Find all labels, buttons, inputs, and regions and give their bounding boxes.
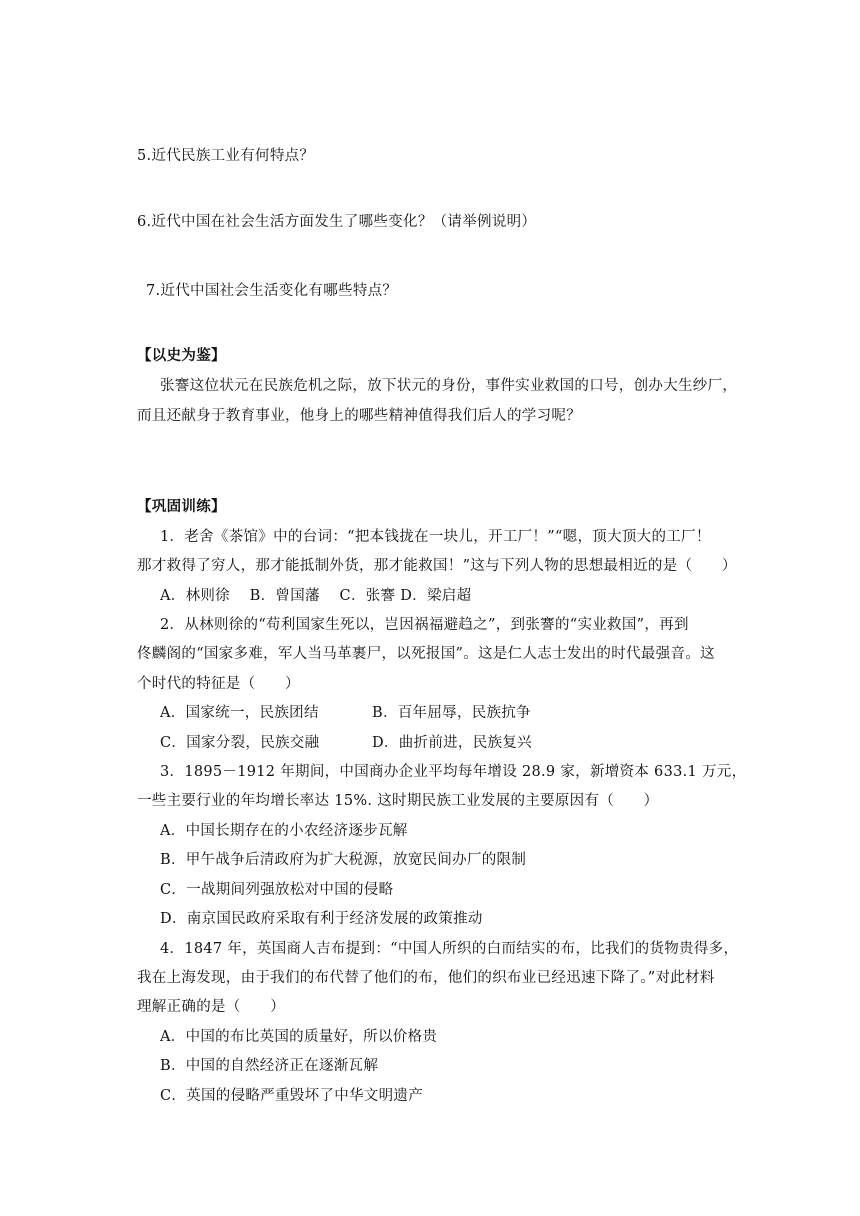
practice-q2-option-d: D．曲折前进，民族复兴 xyxy=(372,735,532,751)
practice-q4-line-2: 我在上海发现，由于我们的布代替了他们的布，他们的织布业已经迅速下降了。”对此材料 xyxy=(137,970,715,986)
practice-q4-line-3: 理解正确的是（ ） xyxy=(137,999,285,1015)
practice-q4-option-a: A．中国的布比英国的质量好，所以价格贵 xyxy=(160,1029,438,1045)
practice-q1-line-1: 1．老舍《茶馆》中的台词：“把本钱拢在一块儿，开工厂！”“嗯，顶大顶大的工厂！ xyxy=(160,529,711,545)
practice-q4-line-1: 4．1847 年，英国商人吉布提到：“中国人所织的白而结实的布，比我们的货物贵得多， xyxy=(160,941,739,957)
practice-q3-option-d: D．南京国民政府采取有利于经济发展的政策推动 xyxy=(160,911,483,927)
practice-q3-line-1: 3．1895－1912 年期间，中国商办企业平均每年增设 28.9 家，新增资本 633.1 万元， xyxy=(160,764,747,780)
question-6: 6.近代中国在社会生活方面发生了哪些变化？（请举例说明） xyxy=(137,214,537,230)
section-heading-reflection: 【以史为鉴】 xyxy=(137,347,226,364)
question-5: 5.近代民族工业有何特点？ xyxy=(137,148,315,164)
question-7: 7.近代中国社会生活变化有哪些特点？ xyxy=(146,283,398,299)
practice-q3-option-b: B．甲午战争后清政府为扩大税源，放宽民间办厂的限制 xyxy=(160,852,527,868)
practice-q2-line-2: 佟麟阁的“国家多难，军人当马革裹尸，以死报国”。这是仁人志士发出的时代最强音。这 xyxy=(137,646,715,662)
reflection-text-line-2: 而且还献身于教育事业，他身上的哪些精神值得我们后人的学习呢？ xyxy=(137,408,581,424)
practice-q3-option-a: A．中国长期存在的小农经济逐步瓦解 xyxy=(160,823,408,839)
practice-q1-options: A．林则徐 B．曾国藩 C．张謇 D．梁启超 xyxy=(160,588,472,604)
section-heading-practice: 【巩固训练】 xyxy=(137,498,226,515)
practice-q3-line-2: 一些主要行业的年均增长率达 15%. 这时期民族工业发展的主要原因有（ ） xyxy=(137,793,659,809)
practice-q2-option-b: B．百年屈辱，民族抗争 xyxy=(372,705,531,721)
practice-q1-line-2: 那才救得了穷人，那才能抵制外货，那才能救国！”这与下列人物的思想最相近的是（ ） xyxy=(137,558,737,574)
practice-q2-line-3: 个时代的特征是（ ） xyxy=(137,676,300,692)
practice-q2-option-a: A．国家统一，民族团结 xyxy=(160,705,319,721)
practice-q2-option-c: C．国家分裂，民族交融 xyxy=(160,735,320,751)
reflection-text-line-1: 张謇这位状元在民族危机之际，放下状元的身份，事件实业救国的口号，创办大生纱厂， xyxy=(160,378,738,394)
practice-q4-option-c: C．英国的侵略严重毁坏了中华文明遗产 xyxy=(160,1088,423,1104)
practice-q3-option-c: C．一战期间列强放松对中国的侵略 xyxy=(160,882,394,898)
practice-q2-line-1: 2．从林则徐的“苟利国家生死以，岂因祸福避趋之”，到张謇的“实业救国”，再到 xyxy=(160,617,689,633)
practice-q4-option-b: B．中国的自然经济正在逐渐瓦解 xyxy=(160,1058,379,1074)
